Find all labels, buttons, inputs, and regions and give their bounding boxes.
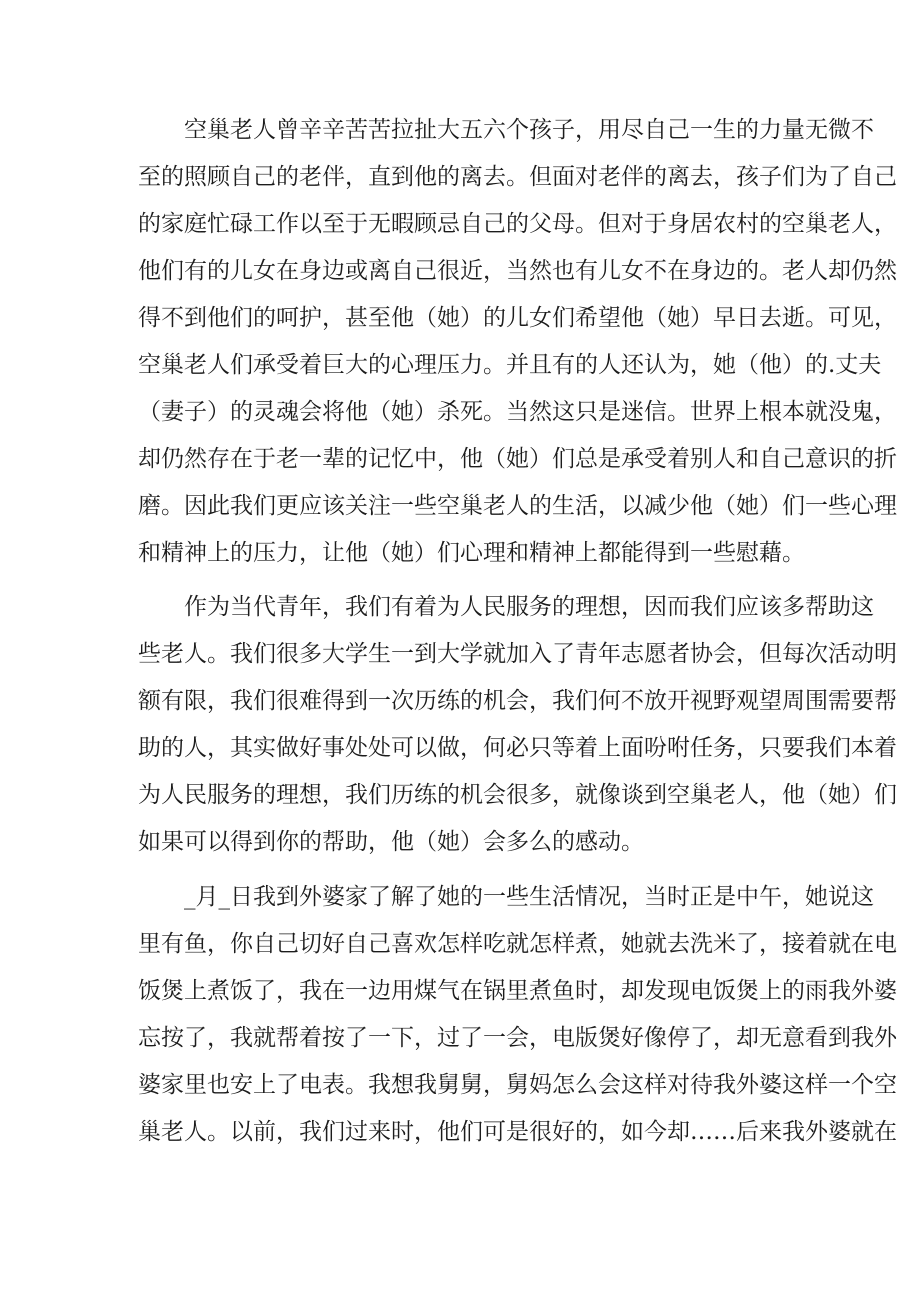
- text-line: 里有鱼，你自己切好自己喜欢怎样吃就怎样煮，她就去洗米了，接着就在电: [138, 931, 897, 957]
- text-line: 婆家里也安上了电表。我想我舅舅，舅妈怎么会这样对待我外婆这样一个空: [138, 1072, 897, 1098]
- text-line: 却仍然存在于老一辈的记忆中，他（她）们总是承受着别人和自己意识的折: [138, 446, 897, 472]
- text-line: 得不到他们的呵护，甚至他（她）的儿女们希望他（她）早日去逝。可见，: [138, 305, 897, 331]
- text-line: 磨。因此我们更应该关注一些空巢老人的生活，以减少他（她）们一些心理: [138, 493, 897, 519]
- text-line: _月_日我到外婆家了解了她的一些生活情况，当时正是中午，她说这: [184, 884, 874, 910]
- text-line: 些老人。我们很多大学生一到大学就加入了青年志愿者协会，但每次活动明: [138, 641, 897, 667]
- text-line: 至的照顾自己的老伴，直到他的离去。但面对老伴的离去，孩子们为了自己: [138, 164, 897, 190]
- text-line: 他们有的儿女在身边或离自己很近，当然也有儿女不在身边的。老人却仍然: [138, 258, 897, 284]
- text-line: 的家庭忙碌工作以至于无暇顾忌自己的父母。但对于身居农村的空巢老人，: [138, 211, 897, 237]
- text-line: 为人民服务的理想，我们历练的机会很多，就像谈到空巢老人，他（她）们: [138, 782, 897, 808]
- text-line: 巢老人。以前，我们过来时，他们可是很好的，如今却……后来我外婆就在: [138, 1119, 897, 1145]
- text-line: 饭煲上煮饭了，我在一边用煤气在锅里煮鱼时，却发现电饭煲上的雨我外婆: [138, 978, 897, 1004]
- text-line: 和精神上的压力，让他（她）们心理和精神上都能得到一些慰藉。: [138, 540, 805, 566]
- text-line: 额有限，我们很难得到一次历练的机会，我们何不放开视野观望周围需要帮: [138, 688, 897, 714]
- text-line: 忘按了，我就帮着按了一下，过了一会，电版煲好像停了，却无意看到我外: [138, 1025, 897, 1051]
- text-line: 空巢老人曾辛辛苦苦拉扯大五六个孩子，用尽自己一生的力量无微不: [184, 117, 874, 143]
- text-line: （妻子）的灵魂会将他（她）杀死。当然这只是迷信。世界上根本就没鬼，: [138, 399, 897, 425]
- text-line: 如果可以得到你的帮助，他（她）会多么的感动。: [138, 829, 644, 855]
- text-line: 助的人，其实做好事处处可以做，何必只等着上面吩咐任务，只要我们本着: [138, 735, 897, 761]
- text-line: 空巢老人们承受着巨大的心理压力。并且有的人还认为，她（他）的.丈夫: [138, 352, 882, 378]
- text-line: 作为当代青年，我们有着为人民服务的理想，因而我们应该多帮助这: [184, 594, 874, 620]
